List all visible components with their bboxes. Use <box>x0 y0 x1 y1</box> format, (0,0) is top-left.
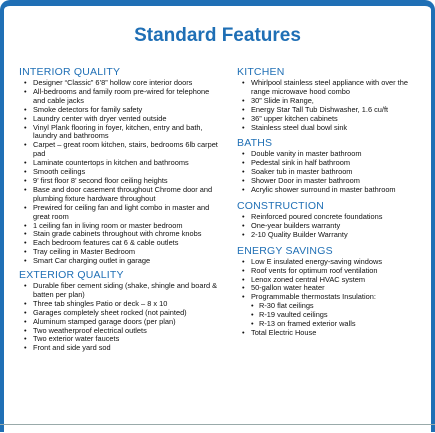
list-item: • 36” upper kitchen cabinets <box>237 115 427 124</box>
construction-section <box>237 200 427 240</box>
list-item: • All-bedrooms and family room pre-wired for telephone and cable jacks <box>19 88 220 106</box>
list-item: • Garages completely sheet rocked (not painted) <box>19 309 220 318</box>
list-item: • Acrylic shower surround in master bathroom <box>237 186 427 195</box>
list-item: • Total Electric House <box>237 329 427 338</box>
kitchen-section <box>237 66 427 132</box>
right-column <box>237 66 427 343</box>
list-item: • Reinforced poured concrete foundations <box>237 213 427 222</box>
list-item: • Prewired for ceiling fan and light combo in master and great room <box>19 204 220 222</box>
list-item: • Laminate countertops in kitchen and bathrooms <box>19 159 220 168</box>
list-item: • Programmable thermostats Insulation: <box>237 293 427 302</box>
list-item: • 9’ first floor 8’ second floor ceiling heights <box>19 177 220 186</box>
list-item: • Base and door casement throughout Chrome door and plumbing fixture hardware throughout <box>19 186 220 204</box>
list-item: • Low E insulated energy-saving windows <box>237 258 427 267</box>
list-item: • Pedestal sink in half bathroom <box>237 159 427 168</box>
list-item: • Smooth ceilings <box>19 168 220 177</box>
list-item: • 2-10 Quality Builder Warranty <box>237 231 427 240</box>
list-item: • Durable fiber cement siding (shake, shingle and board & batten per plan) <box>19 282 220 300</box>
list-item: • Two exterior water faucets <box>19 335 220 344</box>
energy-savings-section <box>237 245 427 338</box>
list-item: • Carpet – great room kitchen, stairs, bedrooms 6lb carpet pad <box>19 141 220 159</box>
section-heading: EXTERIOR QUALITY <box>19 269 124 282</box>
list-item: • One-year builders warranty <box>237 222 427 231</box>
page-title: Standard Features <box>134 25 301 46</box>
list-item: • Energy Star Tall Tub Dishwasher, 1.6 cu/ft <box>237 106 427 115</box>
feature-list <box>19 282 220 353</box>
list-item: • Double vanity in master bathroom <box>237 150 427 159</box>
list-item: • Roof vents for optimum roof ventilation <box>237 267 427 276</box>
feature-list <box>237 150 427 195</box>
feature-list <box>237 258 427 338</box>
feature-list <box>237 213 427 240</box>
list-item: • Aluminum stamped garage doors (per plan) <box>19 318 220 327</box>
list-item: • Smoke detectors for family safety <box>19 106 220 115</box>
section-heading: BATHS <box>237 137 273 150</box>
exterior-quality-section <box>19 269 220 353</box>
section-heading: CONSTRUCTION <box>237 199 324 212</box>
section-heading: INTERIOR QUALITY <box>19 66 121 78</box>
baths-section <box>237 137 427 195</box>
list-item: • Smart Car charging outlet in garage <box>19 257 220 266</box>
list-item: • Laundry center with dryer vented outside <box>19 115 220 124</box>
section-heading: ENERGY SAVINGS <box>237 244 333 257</box>
list-item: • Three tab shingles Patio or deck – 8 x 10 <box>19 300 220 309</box>
list-item: • 1 ceiling fan in living room or master bedroom <box>19 222 220 231</box>
left-column <box>19 66 220 356</box>
interior-quality-section <box>19 66 220 266</box>
list-subitem: • R-19 vaulted ceilings <box>237 311 427 320</box>
list-item: • 50-gallon water heater <box>237 284 427 293</box>
list-item: • Designer “Classic” 6’8” hollow core interior doors <box>19 79 220 88</box>
list-item: • Front and side yard sod <box>19 344 220 353</box>
list-subitem: • R-30 flat ceilings <box>237 302 427 311</box>
feature-list <box>19 79 220 266</box>
list-item: • Stainless steel dual bowl sink <box>237 124 427 133</box>
list-item: • Soaker tub in master bathroom <box>237 168 427 177</box>
list-subitem: • R-13 on framed exterior walls <box>237 320 427 329</box>
list-item: • Tray ceiling in Master Bedroom <box>19 248 220 257</box>
feature-list <box>237 79 427 132</box>
section-heading: KITCHEN <box>237 66 285 78</box>
list-item: • Stain grade cabinets throughout with chrome knobs <box>19 230 220 239</box>
list-item: • Shower Door in master bathroom <box>237 177 427 186</box>
list-item: • Whirlpool stainless steel appliance with over the range microwave hood combo <box>237 79 427 97</box>
list-item: • 30” Slide in Range, <box>237 97 427 106</box>
list-item: • Lenox zoned central HVAC system <box>237 276 427 285</box>
list-item: • Vinyl Plank flooring in foyer, kitchen, entry and bath, laundry and bathrooms <box>19 124 220 142</box>
list-item: • Two weatherproof electrical outlets <box>19 327 220 336</box>
list-item: • Each bedroom features cat 6 & cable outlets <box>19 239 220 248</box>
